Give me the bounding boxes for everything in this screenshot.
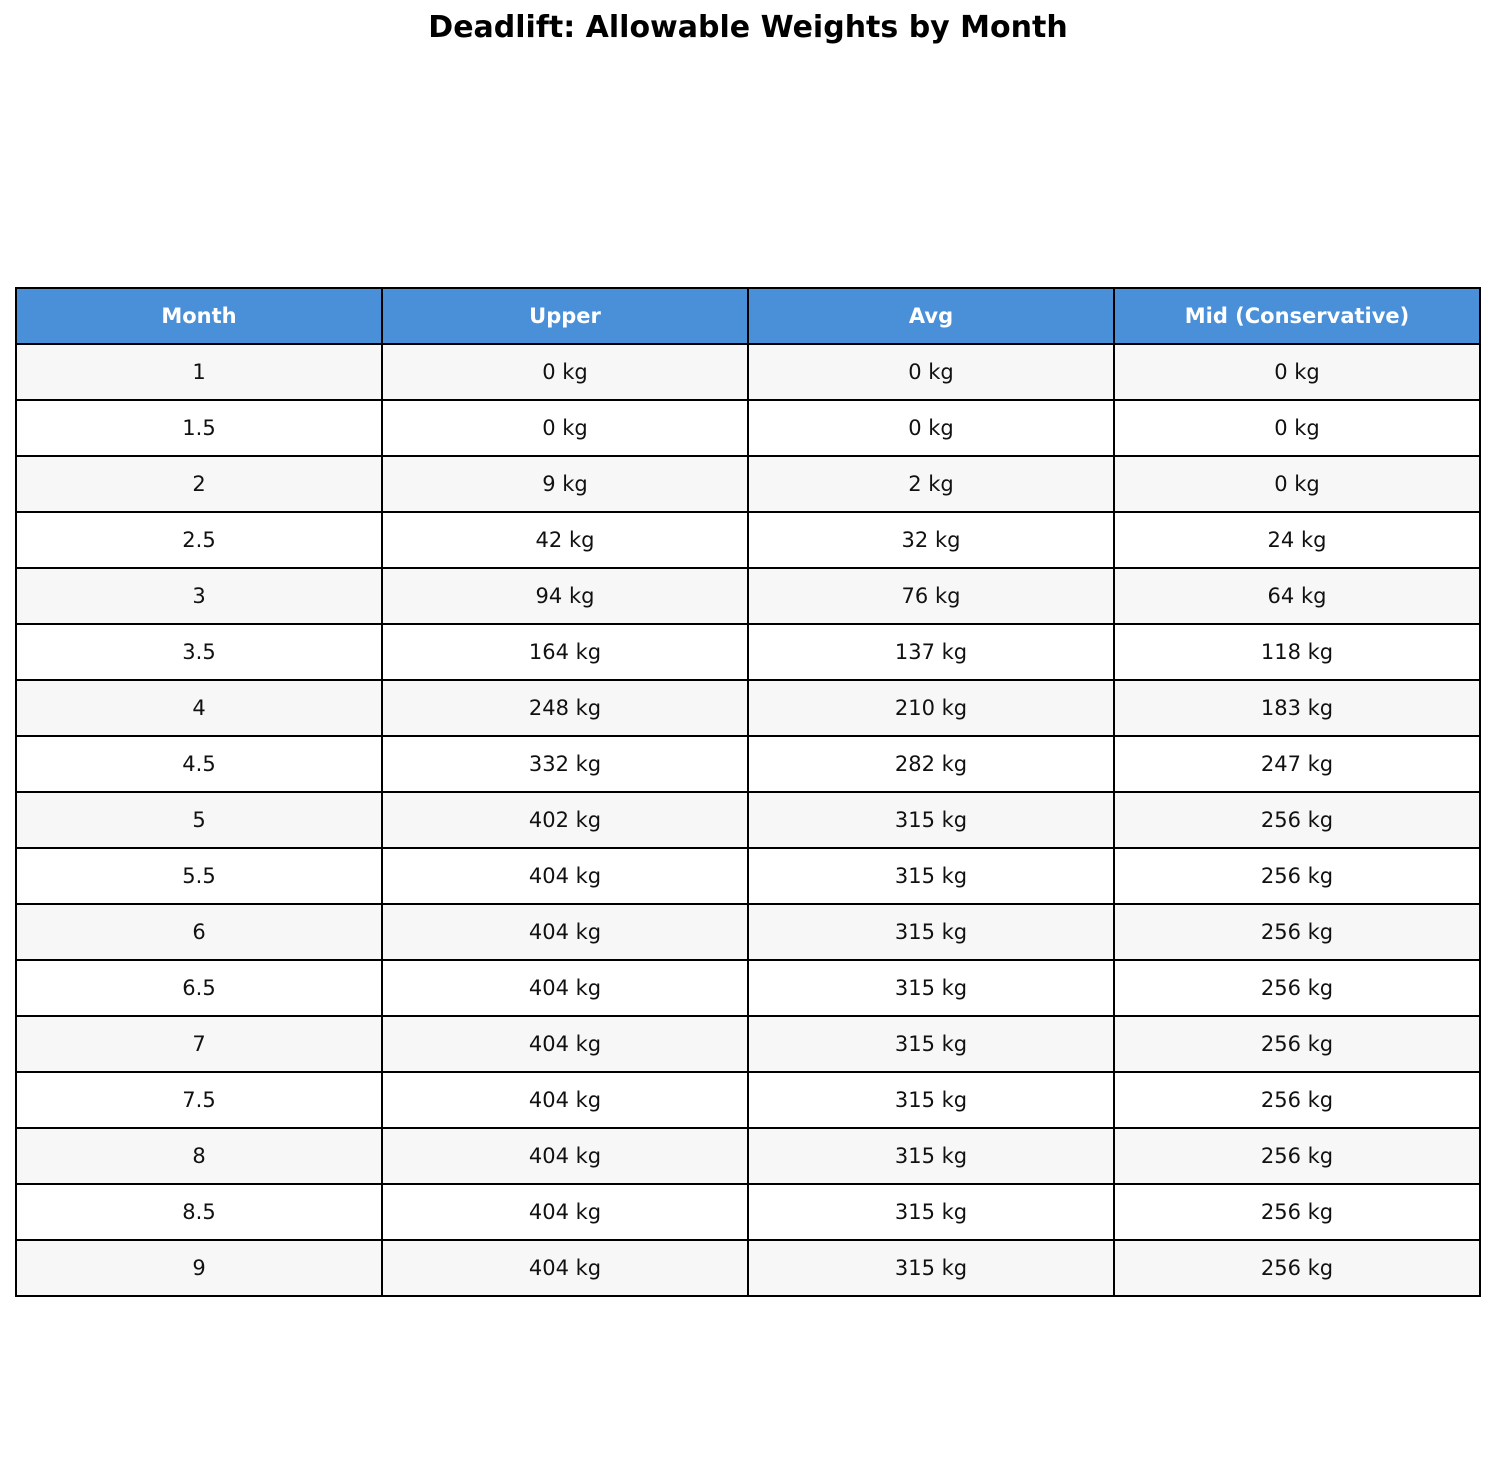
cell-month: 1 — [16, 344, 382, 400]
cell-mid: 0 kg — [1114, 344, 1480, 400]
cell-month: 5.5 — [16, 848, 382, 904]
cell-avg: 315 kg — [748, 960, 1114, 1016]
cell-month: 3.5 — [16, 624, 382, 680]
cell-upper: 404 kg — [382, 1128, 748, 1184]
cell-mid: 24 kg — [1114, 512, 1480, 568]
table-row — [16, 624, 1480, 680]
table-row — [16, 680, 1480, 736]
cell-month: 7.5 — [16, 1072, 382, 1128]
cell-month: 2 — [16, 456, 382, 512]
weights-table — [15, 287, 1481, 1297]
cell-month: 5 — [16, 792, 382, 848]
col-header-upper: Upper — [382, 288, 748, 344]
cell-avg: 315 kg — [748, 904, 1114, 960]
cell-mid: 256 kg — [1114, 1016, 1480, 1072]
table-row — [16, 736, 1480, 792]
cell-month: 8.5 — [16, 1184, 382, 1240]
cell-upper: 9 kg — [382, 456, 748, 512]
page-title: Deadlift: Allowable Weights by Month — [428, 10, 1068, 45]
cell-upper: 404 kg — [382, 960, 748, 1016]
cell-upper: 404 kg — [382, 1240, 748, 1296]
cell-avg: 0 kg — [748, 400, 1114, 456]
cell-upper: 248 kg — [382, 680, 748, 736]
cell-month: 8 — [16, 1128, 382, 1184]
cell-upper: 404 kg — [382, 1072, 748, 1128]
cell-month: 4 — [16, 680, 382, 736]
table-body — [16, 344, 1480, 1296]
cell-month: 6 — [16, 904, 382, 960]
cell-upper: 332 kg — [382, 736, 748, 792]
cell-month: 2.5 — [16, 512, 382, 568]
cell-mid: 256 kg — [1114, 1128, 1480, 1184]
table-container — [15, 287, 1481, 1297]
table-row — [16, 1184, 1480, 1240]
cell-avg: 0 kg — [748, 344, 1114, 400]
cell-avg: 315 kg — [748, 792, 1114, 848]
cell-upper: 404 kg — [382, 848, 748, 904]
cell-avg: 137 kg — [748, 624, 1114, 680]
col-header-month: Month — [16, 288, 382, 344]
cell-mid: 0 kg — [1114, 400, 1480, 456]
table-row — [16, 1128, 1480, 1184]
cell-mid: 183 kg — [1114, 680, 1480, 736]
cell-avg: 210 kg — [748, 680, 1114, 736]
cell-avg: 32 kg — [748, 512, 1114, 568]
cell-avg: 315 kg — [748, 1016, 1114, 1072]
cell-upper: 0 kg — [382, 344, 748, 400]
table-row — [16, 792, 1480, 848]
cell-mid: 64 kg — [1114, 568, 1480, 624]
cell-month: 7 — [16, 1016, 382, 1072]
cell-avg: 315 kg — [748, 1184, 1114, 1240]
table-row — [16, 848, 1480, 904]
table-row — [16, 1072, 1480, 1128]
table-row — [16, 960, 1480, 1016]
table-row — [16, 1016, 1480, 1072]
cell-avg: 76 kg — [748, 568, 1114, 624]
cell-avg: 2 kg — [748, 456, 1114, 512]
cell-upper: 0 kg — [382, 400, 748, 456]
cell-upper: 94 kg — [382, 568, 748, 624]
cell-avg: 315 kg — [748, 1128, 1114, 1184]
cell-month: 4.5 — [16, 736, 382, 792]
cell-mid: 256 kg — [1114, 1072, 1480, 1128]
table-row — [16, 1240, 1480, 1296]
table-row — [16, 344, 1480, 400]
cell-month: 6.5 — [16, 960, 382, 1016]
cell-upper: 404 kg — [382, 1016, 748, 1072]
cell-upper: 164 kg — [382, 624, 748, 680]
cell-mid: 256 kg — [1114, 1184, 1480, 1240]
cell-month: 9 — [16, 1240, 382, 1296]
table-row — [16, 456, 1480, 512]
col-header-avg: Avg — [748, 288, 1114, 344]
cell-month: 3 — [16, 568, 382, 624]
cell-upper: 404 kg — [382, 1184, 748, 1240]
cell-avg: 315 kg — [748, 1240, 1114, 1296]
cell-avg: 315 kg — [748, 848, 1114, 904]
table-row — [16, 568, 1480, 624]
cell-avg: 282 kg — [748, 736, 1114, 792]
cell-upper: 402 kg — [382, 792, 748, 848]
cell-mid: 256 kg — [1114, 904, 1480, 960]
cell-avg: 315 kg — [748, 1072, 1114, 1128]
cell-upper: 42 kg — [382, 512, 748, 568]
col-header-mid-conservative: Mid (Conservative) — [1114, 288, 1480, 344]
cell-mid: 256 kg — [1114, 960, 1480, 1016]
cell-mid: 0 kg — [1114, 456, 1480, 512]
table-row — [16, 512, 1480, 568]
table-header — [16, 288, 1480, 344]
cell-mid: 247 kg — [1114, 736, 1480, 792]
header-row — [16, 288, 1480, 344]
table-row — [16, 904, 1480, 960]
table-row — [16, 400, 1480, 456]
cell-mid: 256 kg — [1114, 848, 1480, 904]
cell-mid: 256 kg — [1114, 792, 1480, 848]
cell-upper: 404 kg — [382, 904, 748, 960]
cell-month: 1.5 — [16, 400, 382, 456]
cell-mid: 118 kg — [1114, 624, 1480, 680]
cell-mid: 256 kg — [1114, 1240, 1480, 1296]
